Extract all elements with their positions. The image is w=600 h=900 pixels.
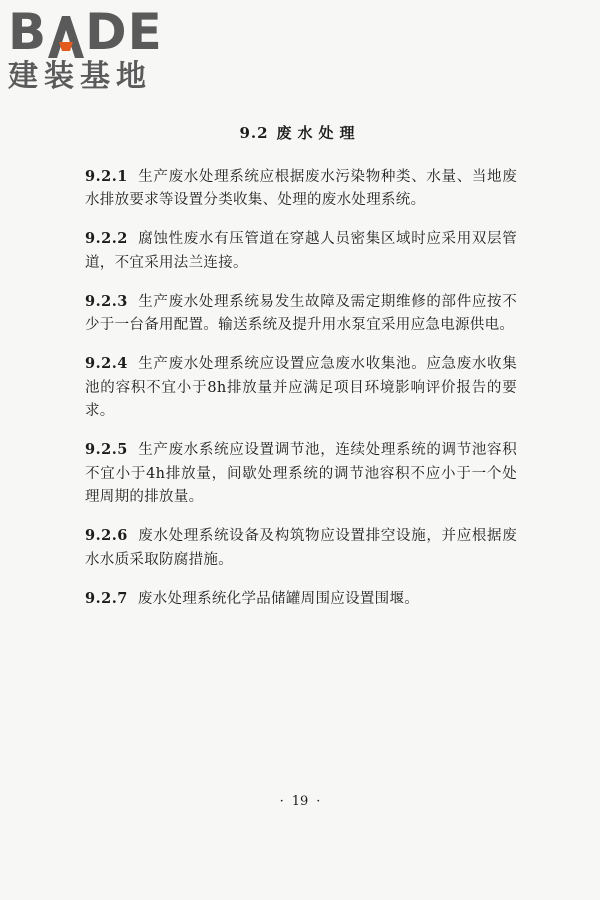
clause-number: 9.2.4 <box>85 355 128 372</box>
logo-subtitle: 建装基地 <box>8 59 152 94</box>
clause-number: 9.2.3 <box>85 292 128 310</box>
clause-text: 生产废水处理系统应根据废水污染物种类、水量、当地废水排放要求等设置分类收集、处理的废水处理系统。 <box>85 168 517 208</box>
clause-text: 生产废水系统应设置调节池，连续处理系统的调节池容积不宜小于4h排放量，间歇处理系统的调节池容积不应小于一个处理周期的排放量。 <box>85 442 517 505</box>
clause-9-2-6 <box>85 524 517 572</box>
clause-9-2-2 <box>85 227 517 275</box>
clause-9-2-5 <box>85 438 517 510</box>
page-number-value: 19 <box>291 794 309 809</box>
clause-number: 9.2.6 <box>85 527 128 544</box>
section-heading <box>0 122 600 143</box>
clause-number: 9.2.5 <box>85 441 128 458</box>
page-number: · 19 · <box>279 794 321 809</box>
clause-9-2-7 <box>85 587 517 612</box>
clause-9-2-1 <box>85 165 517 213</box>
clause-text: 生产废水处理系统易发生故障及需定期维修的部件应按不少于一台备用配置。输送系统及提升用水泵宜采用应急电源供电。 <box>85 293 517 333</box>
section-number: 9.2 <box>239 124 269 142</box>
clause-list <box>85 150 517 611</box>
bade-logo <box>8 3 178 94</box>
clause-number: 9.2.2 <box>85 230 128 247</box>
clause-number: 9.2.7 <box>85 589 128 607</box>
logo-wordmark: B DE <box>8 3 163 61</box>
clause-9-2-3 <box>85 290 517 338</box>
logo-a-icon <box>48 14 84 58</box>
clause-number: 9.2.1 <box>85 167 128 185</box>
clause-text: 生产废水处理系统应设置应急废水收集池。应急废水收集池的容积不宜小于8h排放量并应满足项目环境影响评价报告的要求。 <box>85 356 517 419</box>
clause-text: 腐蚀性废水有压管道在穿越人员密集区域时应采用双层管道，不宜采用法兰连接。 <box>85 231 517 271</box>
clause-text: 废水处理系统设备及构筑物应设置排空设施，并应根据废水水质采取防腐措施。 <box>85 528 517 568</box>
clause-9-2-4 <box>85 352 517 424</box>
clause-text: 废水处理系统化学品储罐周围应设置围堰。 <box>137 590 420 607</box>
section-title: 废水处理 <box>276 124 361 142</box>
